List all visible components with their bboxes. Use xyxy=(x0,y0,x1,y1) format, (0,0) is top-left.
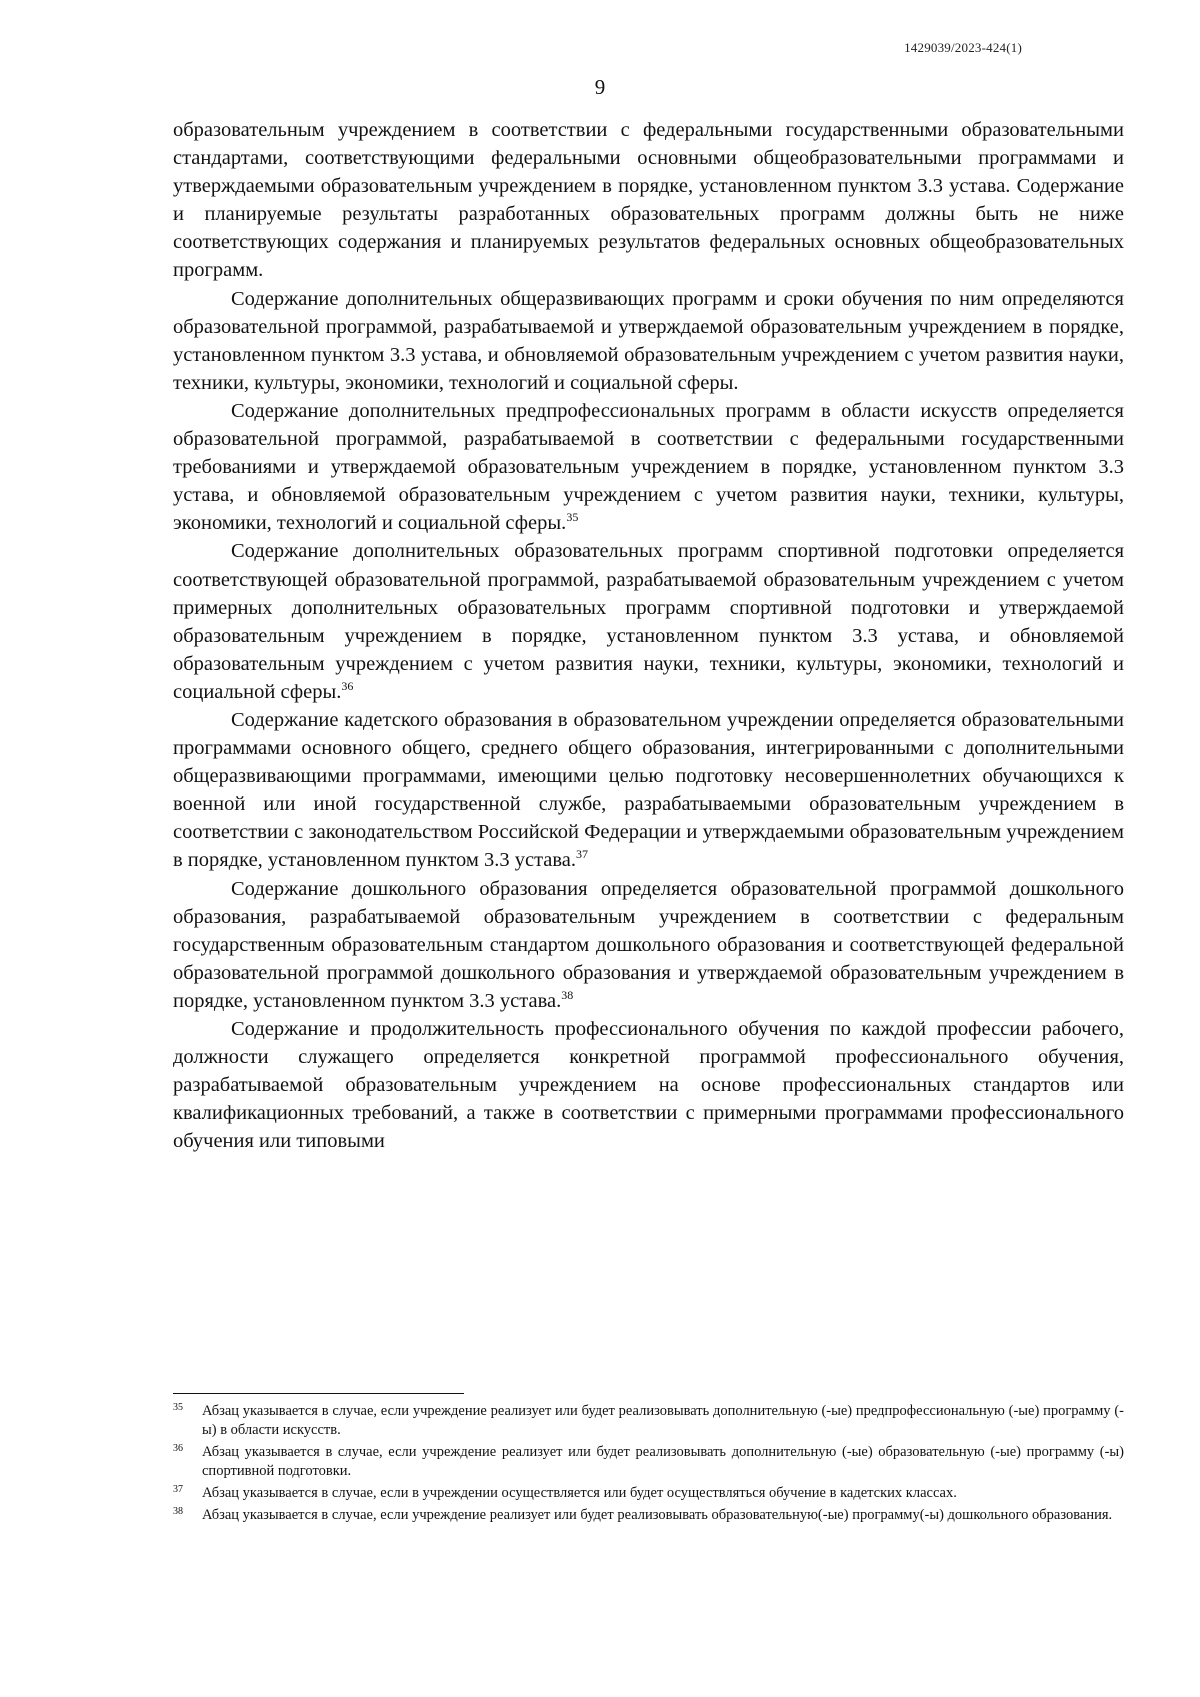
footnote-ref[interactable]: 35 xyxy=(566,510,579,525)
footnote-ref[interactable]: 37 xyxy=(576,847,589,862)
footnote-mark: 35 xyxy=(173,1402,183,1413)
paragraph-text: Содержание дошкольного образования определяется образовательной программой дошкольного образования, разрабатываемой образовательным учреждением в соответствии с федеральным государственным образовательным стандартом дошкольного образования и соответствующей федеральной образовательной программой дошкольного образования и утверждаемой образовательным учреждением в порядке, установленном пунктом 3.3 устава. xyxy=(173,877,1124,1012)
page-number: 9 xyxy=(594,75,606,99)
footnotes xyxy=(173,1402,1124,1528)
paragraph-text: Содержание кадетского образования в образовательном учреждении определяется образовательными программами основного общего, среднего общего образования, интегрированными с дополнительными общеразвивающими программами, имеющими целью подготовку несовершеннолетних обучающихся к военной или иной государственной службе, разрабатываемыми образовательным учреждением в соответствии с законодательством Российской Федерации и утверждаемыми образовательным учреждением в порядке, установленном пунктом 3.3 устава. xyxy=(173,708,1124,872)
footnote-item xyxy=(173,1506,1124,1525)
footnote-item xyxy=(173,1443,1124,1481)
paragraph-text: образовательным учреждением в соответствии с федеральными государственными образовательными стандартами, соответствующими федеральными основными общеобразовательными программами и утверждаемыми образовательным учреждением в порядке, установленном пунктом 3.3 устава. Содержание и планируемые результаты разработанных образовательных программ должны быть не ниже соответствующих содержания и планируемых результатов федеральных основных общеобразовательных программ. xyxy=(173,119,1124,282)
paragraph xyxy=(173,537,1124,706)
paragraph xyxy=(173,285,1124,397)
footnote-separator xyxy=(173,1393,464,1394)
paragraph xyxy=(173,397,1124,537)
footnote-text: Абзац указывается в случае, если учреждение реализует или будет реализовывать дополнительную (-ые) предпрофессиональную (-ые) программу (-ы) в области искусств. xyxy=(202,1403,1124,1438)
footnote-text: Абзац указывается в случае, если учреждение реализует или будет реализовывать дополнительную (-ые) образовательную (-ые) программу (-ы) спортивной подготовки. xyxy=(202,1444,1124,1479)
footnote-mark: 36 xyxy=(173,1443,183,1454)
paragraph xyxy=(173,1015,1124,1155)
paragraph xyxy=(173,706,1124,875)
footnote-text: Абзац указывается в случае, если в учреждении осуществляется или будет осуществляться обучение в кадетских классах. xyxy=(202,1485,957,1501)
paragraph-text: Содержание дополнительных образовательных программ спортивной подготовки определяется соответствующей образовательной программой, разрабатываемой образовательным учреждением с учетом примерных дополнительных образовательных программ спортивной подготовки и утверждаемой образовательным учреждением в порядке, установленном пунктом 3.3 устава, и обновляемой образовательным учреждением с учетом развития науки, техники, культуры, экономики, технологий и социальной сферы. xyxy=(173,540,1124,703)
document-body xyxy=(173,116,1124,1155)
footnote-ref[interactable]: 36 xyxy=(341,679,354,694)
paragraph xyxy=(173,875,1124,1015)
footnote-item xyxy=(173,1402,1124,1440)
paragraph xyxy=(173,116,1124,285)
footnote-mark: 37 xyxy=(173,1484,183,1495)
footnote-mark: 38 xyxy=(173,1506,183,1517)
document-number: 1429039/2023-424(1) xyxy=(904,40,1022,55)
paragraph-text: Содержание дополнительных общеразвивающих программ и сроки обучения по ним определяются образовательной программой, разрабатываемой и утверждаемой образовательным учреждением в порядке, установленном пунктом 3.3 устава, и обновляемой образовательным учреждением с учетом развития науки, техники, культуры, экономики, технологий и социальной сферы. xyxy=(173,287,1124,394)
footnote-text: Абзац указывается в случае, если учреждение реализует или будет реализовывать образовательную(-ые) программу(-ы) дошкольного образования. xyxy=(202,1507,1113,1523)
footnote-ref[interactable]: 38 xyxy=(561,988,574,1003)
footnote-item xyxy=(173,1484,1124,1503)
paragraph-text: Содержание и продолжительность профессионального обучения по каждой профессии рабочего, должности служащего определяется конкретной программой профессионального обучения, разрабатываемой образовательным учреждением на основе профессиональных стандартов или квалификационных требований, а также в соответствии с примерными программами профессионального обучения или типовыми xyxy=(173,1018,1124,1153)
paragraph-text: Содержание дополнительных предпрофессиональных программ в области искусств определяется образовательной программой, разрабатываемой в соответствии с федеральными государственными требованиями и утверждаемой образовательным учреждением в порядке, установленном пунктом 3.3 устава, и обновляемой образовательным учреждением с учетом развития науки, техники, культуры, экономики, технологий и социальной сферы. xyxy=(173,399,1124,535)
